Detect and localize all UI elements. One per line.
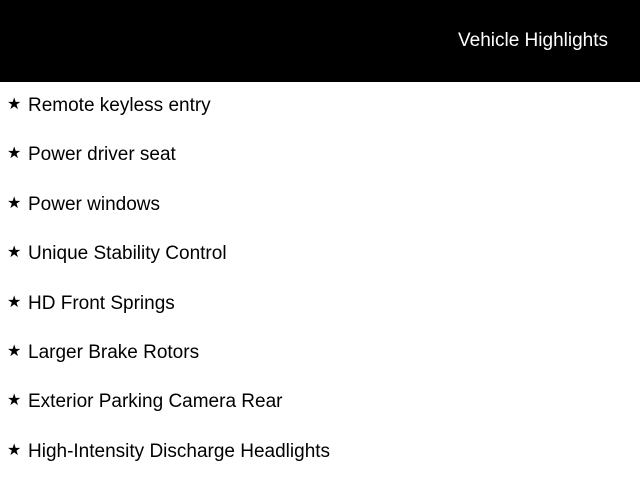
list-item (0, 131, 640, 180)
star-icon: ★ (7, 192, 22, 212)
list-item (0, 230, 640, 279)
list-item (0, 82, 640, 131)
header-bar (0, 0, 640, 82)
list-item-label: Remote keyless entry (28, 95, 211, 116)
list-item-label: Unique Stability Control (28, 243, 227, 265)
star-icon: ★ (7, 439, 22, 459)
list-item-label: High-Intensity Discharge Headlights (28, 440, 331, 462)
list-item-label: Exterior Parking Camera Rear (28, 391, 283, 413)
star-icon: ★ (7, 291, 22, 311)
list-item-label: HD Front Springs (28, 292, 175, 314)
star-icon: ★ (7, 340, 22, 360)
list-item (0, 428, 640, 477)
list-item-label: Power windows (28, 193, 160, 215)
star-icon: ★ (7, 143, 22, 163)
list-item (0, 181, 640, 230)
list-item-label: Larger Brake Rotors (28, 341, 200, 363)
list-item-label: Power driver seat (28, 144, 176, 166)
page-title: Vehicle Highlights (458, 30, 608, 51)
star-icon: ★ (7, 390, 22, 410)
list-item (0, 280, 640, 329)
vehicle-highlights-list (0, 82, 640, 477)
star-icon: ★ (7, 94, 22, 113)
list-item (0, 378, 640, 427)
list-item (0, 329, 640, 378)
star-icon: ★ (7, 242, 22, 262)
